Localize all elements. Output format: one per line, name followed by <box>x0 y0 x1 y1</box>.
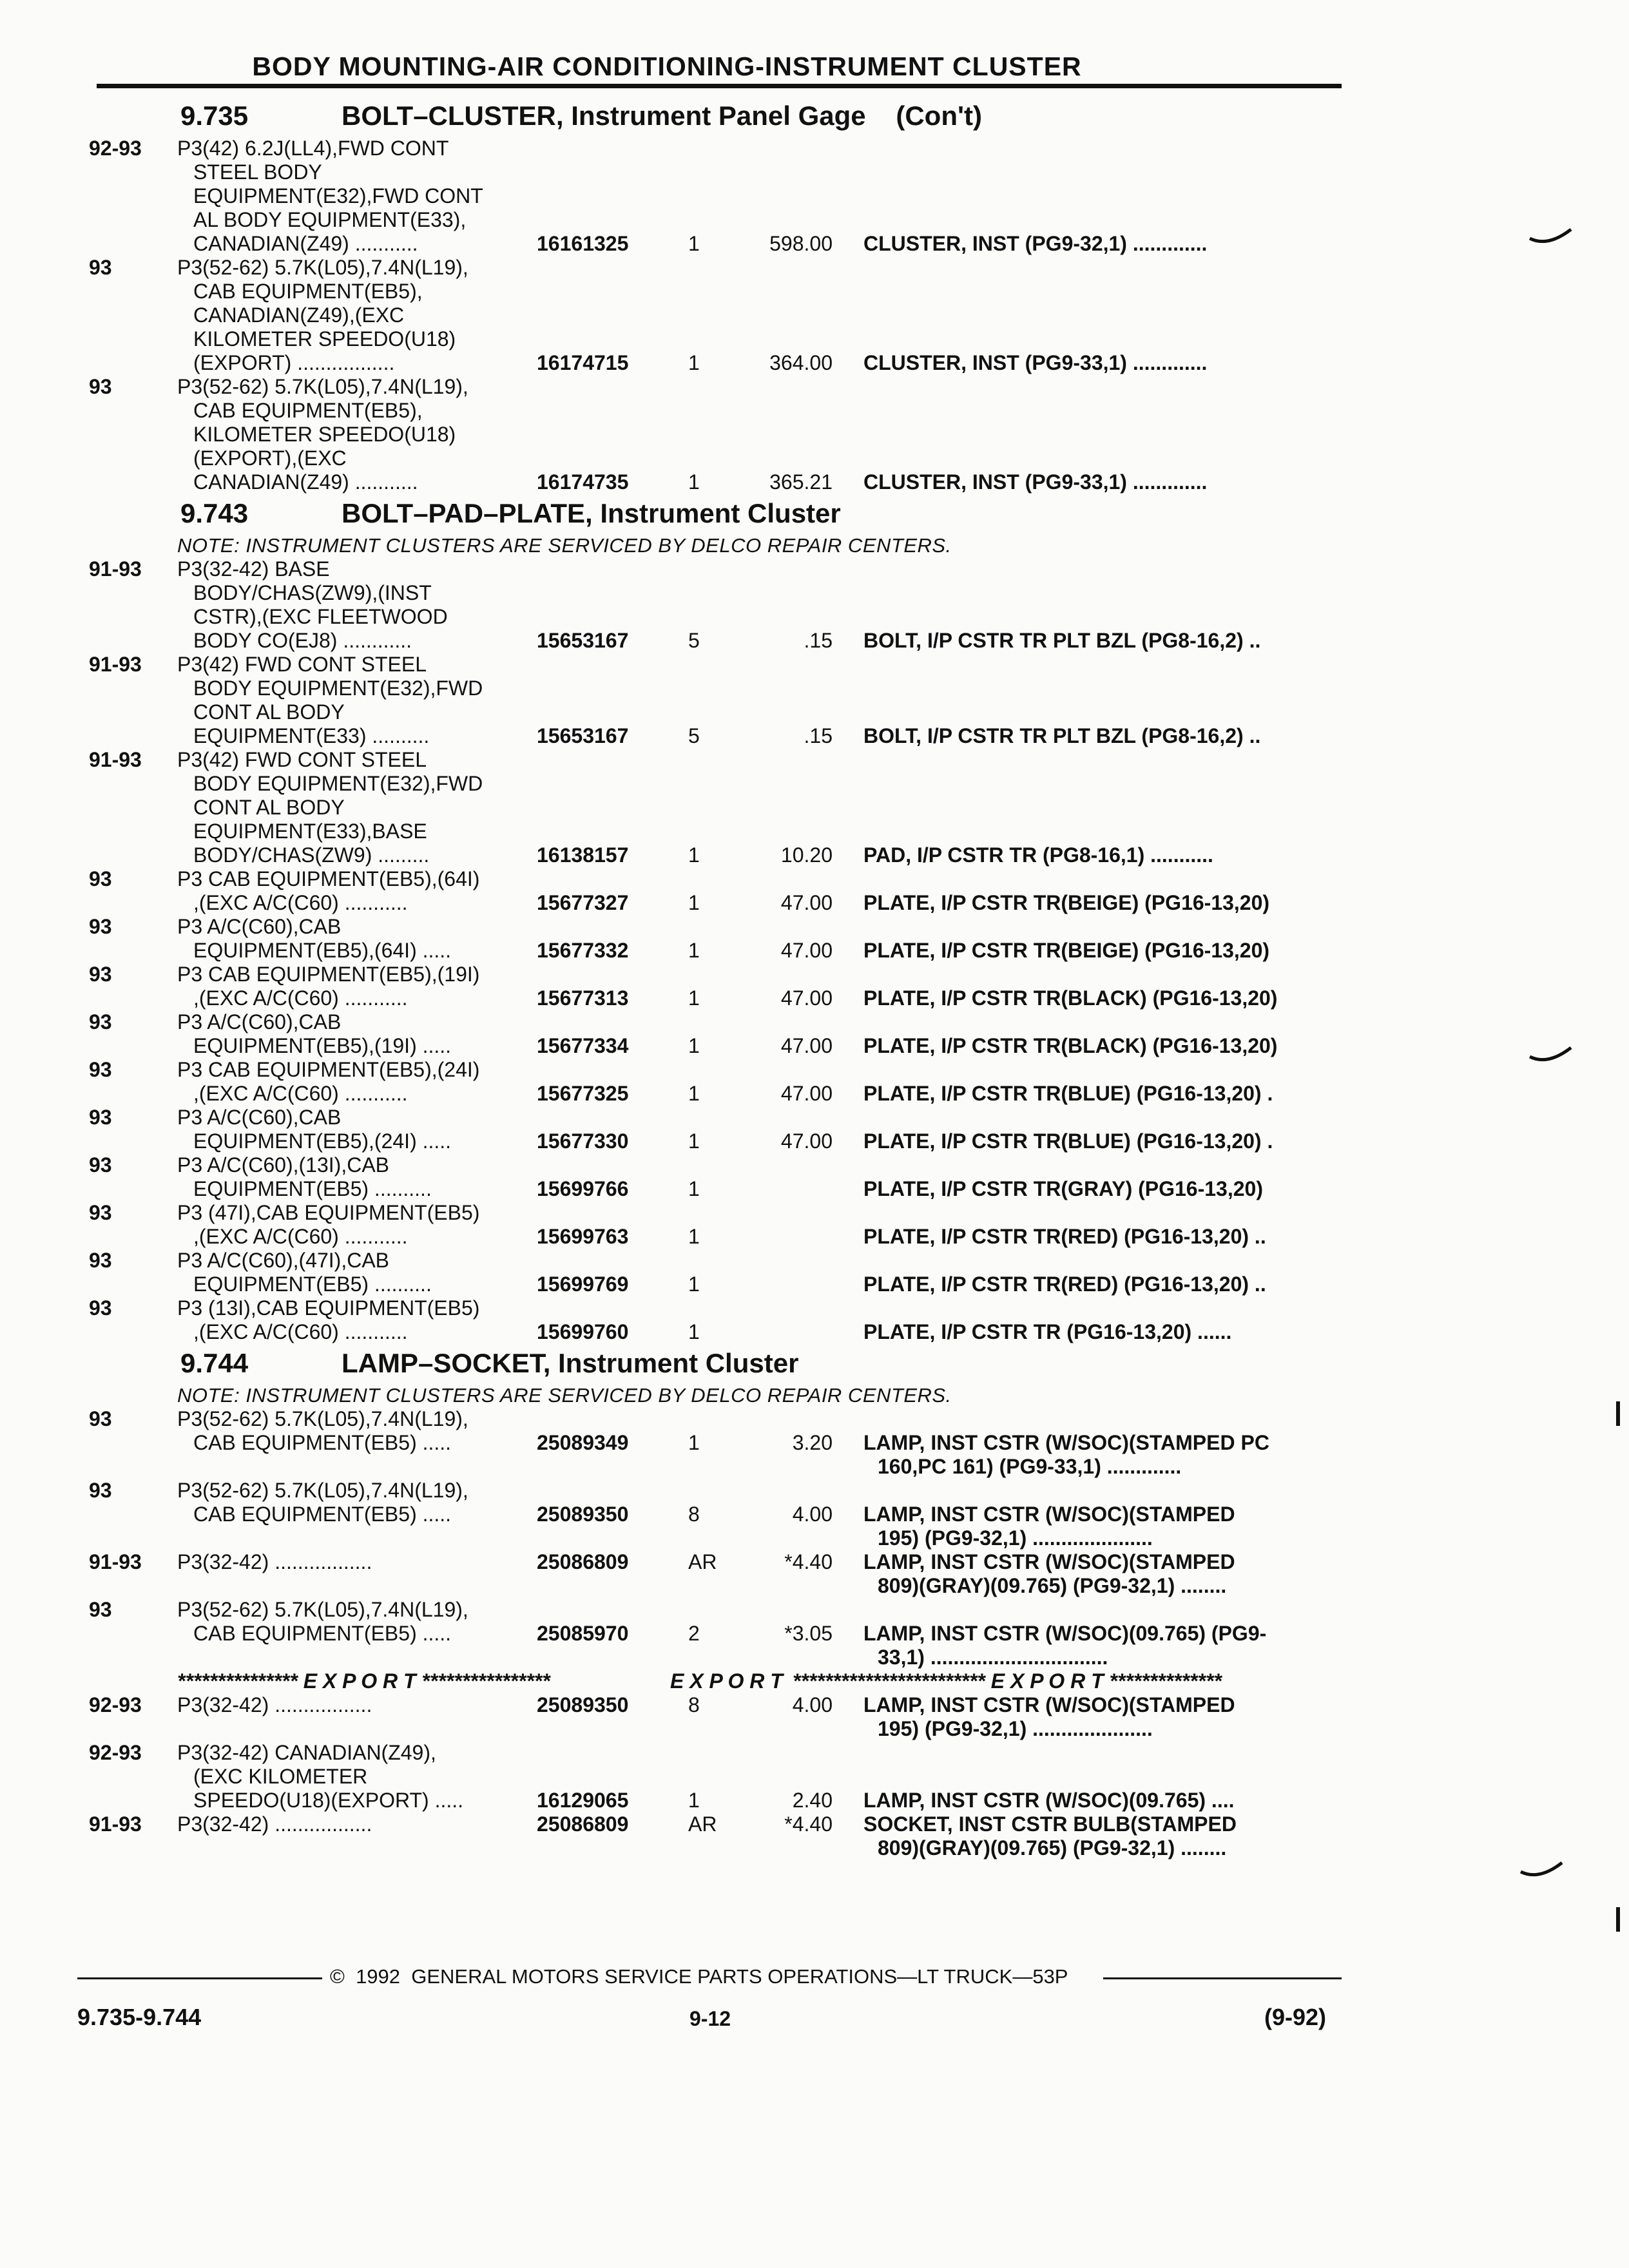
parts-entry <box>0 1693 1629 1741</box>
part-number: 25085970 <box>537 1622 629 1645</box>
quantity: 2 <box>688 1622 700 1645</box>
application-text: P3(32-42) ................. <box>177 1693 372 1716</box>
part-description: 809)(GRAY)(09.765) (PG9-32,1) ........ <box>878 1574 1227 1597</box>
part-description: PLATE, I/P CSTR TR(BLACK) (PG16-13,20) <box>863 1034 1278 1057</box>
application-text: P3 A/C(C60),(47I),CAB <box>177 1249 389 1272</box>
part-number: 16138157 <box>537 843 629 867</box>
footer-page-number: 9-12 <box>689 2007 731 2030</box>
application-text: CONT AL BODY <box>193 700 345 724</box>
model-year: 93 <box>89 1407 112 1430</box>
export-banner-text: E X P O R T <box>670 1669 783 1693</box>
part-number: 15677313 <box>537 986 629 1010</box>
application-text: (EXC KILOMETER <box>193 1765 368 1788</box>
part-description: PLATE, I/P CSTR TR(BLUE) (PG16-13,20) . <box>863 1129 1273 1153</box>
parts-entry <box>0 963 1629 1010</box>
quantity: 5 <box>688 724 700 747</box>
price: 364.00 <box>769 351 833 374</box>
model-year: 93 <box>89 915 112 938</box>
model-year: 93 <box>89 1010 112 1033</box>
quantity: 1 <box>688 1273 700 1296</box>
price: 47.00 <box>780 1034 833 1057</box>
model-year: 93 <box>89 1058 112 1081</box>
parts-entry <box>0 1407 1629 1479</box>
application-text: P3(42) FWD CONT STEEL <box>177 748 427 771</box>
application-text: EQUIPMENT(E33),BASE <box>193 820 427 843</box>
application-text: P3(52-62) 5.7K(L05),7.4N(L19), <box>177 256 468 279</box>
part-number: 25089349 <box>537 1431 629 1454</box>
quantity: 8 <box>688 1693 700 1716</box>
application-text: CSTR),(EXC FLEETWOOD <box>193 605 448 628</box>
part-description: PLATE, I/P CSTR TR(BLUE) (PG16-13,20) . <box>863 1082 1273 1105</box>
footer-rule-left <box>77 1977 322 1979</box>
part-description: PLATE, I/P CSTR TR(RED) (PG16-13,20) .. <box>863 1273 1266 1296</box>
price: 47.00 <box>780 1129 833 1153</box>
application-text: CAB EQUIPMENT(EB5) ..... <box>193 1431 452 1454</box>
application-text: CANADIAN(Z49),(EXC <box>193 303 405 327</box>
part-description: CLUSTER, INST (PG9-33,1) ............. <box>863 470 1208 494</box>
quantity: 1 <box>688 1034 700 1057</box>
application-text: EQUIPMENT(EB5),(24I) ..... <box>193 1129 452 1153</box>
application-text: P3(52-62) 5.7K(L05),7.4N(L19), <box>177 375 468 398</box>
quantity: 5 <box>688 629 700 652</box>
model-year: 93 <box>89 256 112 279</box>
quantity: 1 <box>688 1225 700 1248</box>
part-description: PLATE, I/P CSTR TR(RED) (PG16-13,20) .. <box>863 1225 1266 1248</box>
part-description: SOCKET, INST CSTR BULB(STAMPED <box>863 1812 1237 1836</box>
quantity: 1 <box>688 891 700 914</box>
model-year: 93 <box>89 1153 112 1177</box>
model-year: 91-93 <box>89 748 142 771</box>
application-text: CAB EQUIPMENT(EB5), <box>193 399 423 422</box>
price: .15 <box>804 629 833 652</box>
part-description: 195) (PG9-32,1) ..................... <box>878 1526 1153 1550</box>
model-year: 92-93 <box>89 137 142 160</box>
application-text: AL BODY EQUIPMENT(E33), <box>193 208 467 231</box>
part-number: 16129065 <box>537 1789 629 1812</box>
application-text: P3 A/C(C60),CAB <box>177 1106 342 1129</box>
part-number: 15699769 <box>537 1273 629 1296</box>
parts-entry <box>0 867 1629 915</box>
parts-entry <box>0 137 1629 256</box>
section-note: NOTE: INSTRUMENT CLUSTERS ARE SERVICED BY DELCO REPAIR CENTERS. <box>177 534 952 557</box>
parts-entry <box>0 1550 1629 1598</box>
application-text: CAB EQUIPMENT(EB5) ..... <box>193 1503 452 1526</box>
footer-date: (9-92) <box>1264 2004 1327 2030</box>
application-text: P3(32-42) BASE <box>177 557 330 581</box>
parts-listing <box>0 97 1629 1860</box>
quantity: 1 <box>688 843 700 867</box>
price: 365.21 <box>769 470 833 494</box>
quantity: 8 <box>688 1503 700 1526</box>
parts-entry <box>0 375 1629 494</box>
parts-entry <box>0 653 1629 748</box>
parts-entry <box>0 1598 1629 1669</box>
parts-entry <box>0 1010 1629 1058</box>
price: 47.00 <box>780 939 833 962</box>
part-number: 15699760 <box>537 1320 629 1343</box>
quantity: 1 <box>688 1082 700 1105</box>
punch-mark <box>1616 1907 1620 1932</box>
quantity: 1 <box>688 1129 700 1153</box>
model-year: 93 <box>89 1201 112 1224</box>
quantity: 1 <box>688 1320 700 1343</box>
model-year: 93 <box>89 1249 112 1272</box>
part-description: PAD, I/P CSTR TR (PG8-16,1) ........... <box>863 843 1213 867</box>
price: *3.05 <box>784 1622 833 1645</box>
application-text: CANADIAN(Z49) ........... <box>193 470 418 494</box>
application-text: BODY CO(EJ8) ............ <box>193 629 412 652</box>
price: .15 <box>804 724 833 747</box>
quantity: 1 <box>688 1789 700 1812</box>
application-text: P3(32-42) ................. <box>177 1812 372 1836</box>
application-text: P3(42) 6.2J(LL4),FWD CONT <box>177 137 449 160</box>
punch-mark <box>1616 1401 1620 1426</box>
footer-section-range: 9.735-9.744 <box>77 2004 202 2030</box>
application-text: EQUIPMENT(E32),FWD CONT <box>193 184 483 207</box>
application-text: P3 CAB EQUIPMENT(EB5),(24I) <box>177 1058 480 1081</box>
part-number: 25086809 <box>537 1550 629 1573</box>
application-text: EQUIPMENT(EB5) .......... <box>193 1273 432 1296</box>
part-description: LAMP, INST CSTR (W/SOC)(09.765) .... <box>863 1789 1235 1812</box>
part-description: PLATE, I/P CSTR TR(BEIGE) (PG16-13,20) <box>863 939 1270 962</box>
part-number: 16174715 <box>537 351 629 374</box>
parts-entry <box>0 1741 1629 1812</box>
footer-copyright: © 1992 GENERAL MOTORS SERVICE PARTS OPERATIONS—LT TRUCK—53P <box>330 1965 1068 1988</box>
application-text: BODY/CHAS(ZW9),(INST <box>193 581 432 604</box>
application-text: KILOMETER SPEEDO(U18) <box>193 327 456 351</box>
part-number: 15653167 <box>537 629 629 652</box>
part-description: 809)(GRAY)(09.765) (PG9-32,1) ........ <box>878 1836 1227 1860</box>
part-number: 15699766 <box>537 1177 629 1200</box>
part-description: LAMP, INST CSTR (W/SOC)(STAMPED <box>863 1693 1235 1716</box>
export-banner-text: ************************ E X P O R T ************** <box>793 1669 1222 1693</box>
section-note: NOTE: INSTRUMENT CLUSTERS ARE SERVICED BY DELCO REPAIR CENTERS. <box>177 1384 952 1407</box>
parts-entry <box>0 1249 1629 1296</box>
application-text: KILOMETER SPEEDO(U18) <box>193 423 456 446</box>
quantity: 1 <box>688 470 700 494</box>
price: *4.40 <box>784 1550 833 1573</box>
part-number: 15677325 <box>537 1082 629 1105</box>
parts-entry <box>0 256 1629 375</box>
price: 10.20 <box>780 843 833 867</box>
application-text: ,(EXC A/C(C60) ........... <box>193 1082 408 1105</box>
model-year: 91-93 <box>89 1812 142 1836</box>
section-number: 9.744 <box>180 1348 249 1378</box>
model-year: 91-93 <box>89 1550 142 1573</box>
page-header-title: BODY MOUNTING-AIR CONDITIONING-INSTRUMENT CLUSTER <box>252 52 1082 81</box>
application-text: P3(42) FWD CONT STEEL <box>177 653 427 676</box>
price: 47.00 <box>780 891 833 914</box>
part-description: CLUSTER, INST (PG9-32,1) ............. <box>863 232 1208 255</box>
price: 47.00 <box>780 1082 833 1105</box>
section-title: LAMP–SOCKET, Instrument Cluster <box>342 1348 799 1378</box>
application-text: EQUIPMENT(EB5) .......... <box>193 1177 432 1200</box>
parts-entry <box>0 1201 1629 1249</box>
price: 2.40 <box>792 1789 833 1812</box>
part-description: 160,PC 161) (PG9-33,1) ............. <box>878 1455 1182 1478</box>
export-banner-text: *************** E X P O R T **************** <box>177 1669 550 1693</box>
application-text: BODY EQUIPMENT(E32),FWD <box>193 772 483 795</box>
export-banner <box>0 1669 1629 1693</box>
quantity: AR <box>688 1550 717 1573</box>
part-description: PLATE, I/P CSTR TR(GRAY) (PG16-13,20) <box>863 1177 1263 1200</box>
quantity: 1 <box>688 986 700 1010</box>
parts-entry <box>0 748 1629 867</box>
application-text: P3 A/C(C60),CAB <box>177 1010 342 1033</box>
part-description: LAMP, INST CSTR (W/SOC)(09.765) (PG9- <box>863 1622 1267 1645</box>
application-text: P3 A/C(C60),CAB <box>177 915 342 938</box>
part-description: PLATE, I/P CSTR TR(BLACK) (PG16-13,20) <box>863 986 1278 1010</box>
part-number: 25086809 <box>537 1812 629 1836</box>
section-number: 9.735 <box>180 101 249 131</box>
model-year: 93 <box>89 1598 112 1621</box>
application-text: P3 A/C(C60),(13I),CAB <box>177 1153 389 1177</box>
section-heading <box>0 97 1629 137</box>
parts-entry <box>0 557 1629 653</box>
section-number: 9.743 <box>180 498 249 528</box>
application-text: P3(52-62) 5.7K(L05),7.4N(L19), <box>177 1407 468 1430</box>
part-description: LAMP, INST CSTR (W/SOC)(STAMPED <box>863 1550 1235 1573</box>
part-description: 195) (PG9-32,1) ..................... <box>878 1717 1153 1740</box>
quantity: 1 <box>688 1431 700 1454</box>
application-text: CAB EQUIPMENT(EB5), <box>193 280 423 303</box>
model-year: 93 <box>89 963 112 986</box>
application-text: ,(EXC A/C(C60) ........... <box>193 891 408 914</box>
application-text: EQUIPMENT(EB5),(64I) ..... <box>193 939 452 962</box>
model-year: 93 <box>89 1106 112 1129</box>
footer-rule-right <box>1103 1977 1342 1979</box>
application-text: BODY EQUIPMENT(E32),FWD <box>193 677 483 700</box>
model-year: 93 <box>89 375 112 398</box>
parts-entry <box>0 1106 1629 1153</box>
application-text: P3(32-42) ................. <box>177 1550 372 1573</box>
model-year: 91-93 <box>89 557 142 581</box>
model-year: 92-93 <box>89 1741 142 1764</box>
quantity: 1 <box>688 232 700 255</box>
application-text: ,(EXC A/C(C60) ........... <box>193 1225 408 1248</box>
part-number: 16161325 <box>537 232 629 255</box>
price: 4.00 <box>792 1693 833 1716</box>
parts-entry <box>0 1296 1629 1344</box>
price: *4.40 <box>784 1812 833 1836</box>
section-heading <box>0 1344 1629 1384</box>
part-description: BOLT, I/P CSTR TR PLT BZL (PG8-16,2) .. <box>863 724 1261 747</box>
application-text: (EXPORT) ................. <box>193 351 395 374</box>
application-text: SPEEDO(U18)(EXPORT) ..... <box>193 1789 464 1812</box>
application-text: P3 CAB EQUIPMENT(EB5),(19I) <box>177 963 480 986</box>
price: 598.00 <box>769 232 833 255</box>
application-text: CAB EQUIPMENT(EB5) ..... <box>193 1622 452 1645</box>
quantity: 1 <box>688 351 700 374</box>
part-number: 15699763 <box>537 1225 629 1248</box>
part-description: CLUSTER, INST (PG9-33,1) ............. <box>863 351 1208 374</box>
part-number: 25089350 <box>537 1503 629 1526</box>
application-text: (EXPORT),(EXC <box>193 447 347 470</box>
application-text: P3 CAB EQUIPMENT(EB5),(64I) <box>177 867 480 890</box>
binding-mark <box>1528 226 1574 251</box>
parts-entry <box>0 1812 1629 1860</box>
model-year: 93 <box>89 1479 112 1502</box>
part-description: 33,1) ............................... <box>878 1646 1108 1669</box>
application-text: EQUIPMENT(E33) .......... <box>193 724 430 747</box>
application-text: CANADIAN(Z49) ........... <box>193 232 418 255</box>
quantity: AR <box>688 1812 717 1836</box>
part-number: 15653167 <box>537 724 629 747</box>
header-rule <box>97 84 1342 88</box>
application-text: EQUIPMENT(EB5),(19I) ..... <box>193 1034 452 1057</box>
part-number: 15677330 <box>537 1129 629 1153</box>
application-text: P3 (13I),CAB EQUIPMENT(EB5) <box>177 1296 480 1320</box>
part-description: PLATE, I/P CSTR TR (PG16-13,20) ...... <box>863 1320 1232 1343</box>
application-text: ,(EXC A/C(C60) ........... <box>193 1320 408 1343</box>
price: 47.00 <box>780 986 833 1010</box>
part-number: 15677332 <box>537 939 629 962</box>
price: 4.00 <box>792 1503 833 1526</box>
quantity: 1 <box>688 939 700 962</box>
model-year: 93 <box>89 867 112 890</box>
part-number: 15677327 <box>537 891 629 914</box>
application-text: P3(32-42) CANADIAN(Z49), <box>177 1741 436 1764</box>
binding-mark <box>1528 1044 1574 1070</box>
application-text: STEEL BODY <box>193 160 322 184</box>
part-description: PLATE, I/P CSTR TR(BEIGE) (PG16-13,20) <box>863 891 1270 914</box>
model-year: 93 <box>89 1296 112 1320</box>
model-year: 92-93 <box>89 1693 142 1716</box>
section-title: BOLT–PAD–PLATE, Instrument Cluster <box>342 498 841 528</box>
quantity: 1 <box>688 1177 700 1200</box>
model-year: 91-93 <box>89 653 142 676</box>
parts-entry <box>0 1479 1629 1550</box>
application-text: ,(EXC A/C(C60) ........... <box>193 986 408 1010</box>
parts-entry <box>0 915 1629 963</box>
application-text: P3 (47I),CAB EQUIPMENT(EB5) <box>177 1201 480 1224</box>
part-number: 16174735 <box>537 470 629 494</box>
section-title: BOLT–CLUSTER, Instrument Panel Gage (Con't) <box>342 101 982 131</box>
parts-entry <box>0 1058 1629 1106</box>
section-heading <box>0 494 1629 534</box>
application-text: P3(52-62) 5.7K(L05),7.4N(L19), <box>177 1479 468 1502</box>
application-text: CONT AL BODY <box>193 796 345 819</box>
part-description: BOLT, I/P CSTR TR PLT BZL (PG8-16,2) .. <box>863 629 1261 652</box>
part-description: LAMP, INST CSTR (W/SOC)(STAMPED <box>863 1503 1235 1526</box>
part-number: 15677334 <box>537 1034 629 1057</box>
application-text: P3(52-62) 5.7K(L05),7.4N(L19), <box>177 1598 468 1621</box>
part-description: LAMP, INST CSTR (W/SOC)(STAMPED PC <box>863 1431 1269 1454</box>
part-number: 25089350 <box>537 1693 629 1716</box>
binding-mark <box>1519 1859 1565 1885</box>
price: 3.20 <box>792 1431 833 1454</box>
parts-entry <box>0 1153 1629 1201</box>
application-text: BODY/CHAS(ZW9) ......... <box>193 843 430 867</box>
